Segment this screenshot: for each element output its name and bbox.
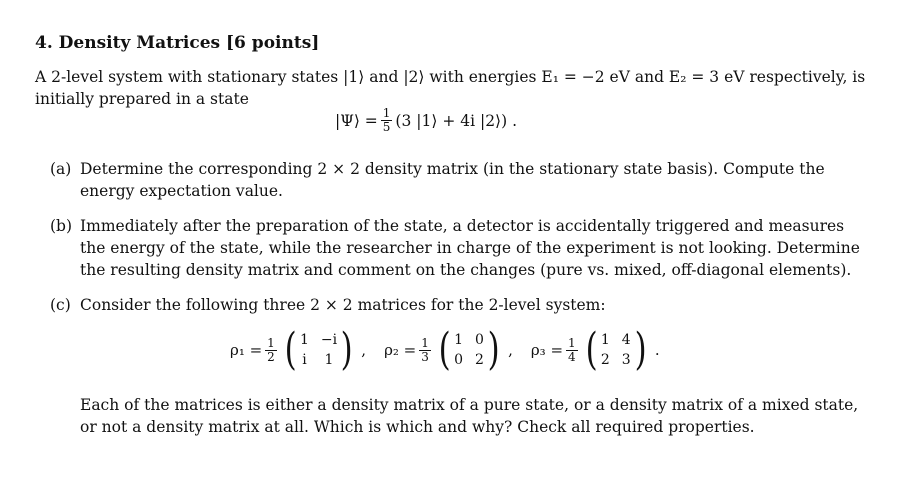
matrix-prefactor — [265, 337, 277, 364]
matrix-name: ρ₂ = — [384, 341, 417, 359]
part-c — [50, 294, 860, 316]
problem-title: 4. Density Matrices [6 points] — [35, 33, 320, 53]
matrix-name: ρ₁ = — [230, 341, 263, 359]
closing-question: Each of the matrices is either a density matrix of a pure state, or a density matrix of a mixed state, or not a density matrix at all. Which is which and why? Check all required properties. — [80, 396, 859, 436]
left-paren: ( — [585, 324, 598, 375]
problem-intro: A 2-level system with stationary states |1⟩ and |2⟩ with energies E₁ = −2 eV and E₂ = 3 eV respectively, is initially prepared in a state — [35, 68, 866, 108]
state-equation-fraction — [381, 107, 393, 134]
fraction-denominator: 5 — [382, 120, 391, 134]
matrix-cell: 1 — [299, 332, 309, 348]
state-equation — [335, 107, 517, 134]
left-paren: ( — [284, 324, 297, 375]
matrix-separator: , — [508, 341, 513, 359]
matrix-prefactor — [419, 337, 431, 364]
state-equation-rhs: (3 |1⟩ + 4i |2⟩) . — [395, 111, 518, 130]
matrix-separator: , — [361, 341, 367, 359]
matrix-cell: 1 — [600, 332, 610, 348]
matrix-cell: 1 — [324, 352, 334, 368]
matrix-separator: . — [654, 341, 660, 359]
matrix-name: ρ₃ = — [530, 341, 564, 359]
matrix-cell: 1 — [454, 332, 463, 348]
matrix-cell: 4 — [621, 332, 631, 348]
part-label: (b) — [50, 217, 73, 235]
matrix-rho2 — [384, 324, 531, 375]
matrix-grid — [600, 331, 632, 369]
part-text: Immediately after the preparation of the state, a detector is accidentally triggered and measures the energy of the state, while the researcher in charge of the experiment is not looking. Determine the resulting density matrix and comment on the changes (pure vs. mixed, off-diagonal elements). — [80, 217, 860, 279]
matrix-cell: 0 — [454, 352, 463, 368]
matrix-body — [436, 324, 502, 375]
matrix-cell: 0 — [474, 332, 484, 348]
fraction-numerator: 1 — [267, 335, 275, 350]
right-paren: ) — [634, 324, 647, 375]
matrices-row — [230, 324, 678, 375]
fraction-numerator: 1 — [382, 106, 391, 120]
left-paren: ( — [438, 324, 451, 375]
fraction-denominator: 2 — [267, 349, 275, 364]
state-equation-lhs: |Ψ⟩ = — [335, 111, 378, 130]
matrix-grid — [453, 331, 485, 369]
matrix-body — [282, 324, 355, 375]
matrix-cell: 2 — [474, 352, 484, 368]
right-paren: ) — [340, 324, 353, 375]
part-label: (a) — [50, 160, 72, 178]
part-text: Determine the corresponding 2 × 2 density matrix (in the stationary state basis). Compute the energy expectation value. — [80, 160, 825, 200]
part-b — [50, 215, 860, 281]
right-paren: ) — [487, 324, 500, 375]
fraction-denominator: 3 — [421, 349, 429, 364]
matrix-cell: 3 — [621, 352, 631, 368]
matrix-cell: −i — [320, 332, 338, 348]
matrix-rho3 — [530, 324, 678, 375]
matrix-rho1 — [230, 324, 384, 375]
matrix-cell: 2 — [600, 352, 610, 368]
matrix-cell: i — [302, 352, 307, 368]
part-text: Consider the following three 2 × 2 matrices for the 2-level system: — [80, 296, 606, 314]
part-a — [50, 158, 860, 202]
part-label: (c) — [50, 296, 71, 314]
matrix-prefactor — [566, 337, 578, 364]
fraction-denominator: 4 — [568, 349, 576, 364]
fraction-numerator: 1 — [568, 335, 576, 350]
fraction-numerator: 1 — [421, 335, 429, 350]
matrix-grid — [299, 331, 338, 369]
matrix-body — [583, 324, 649, 375]
